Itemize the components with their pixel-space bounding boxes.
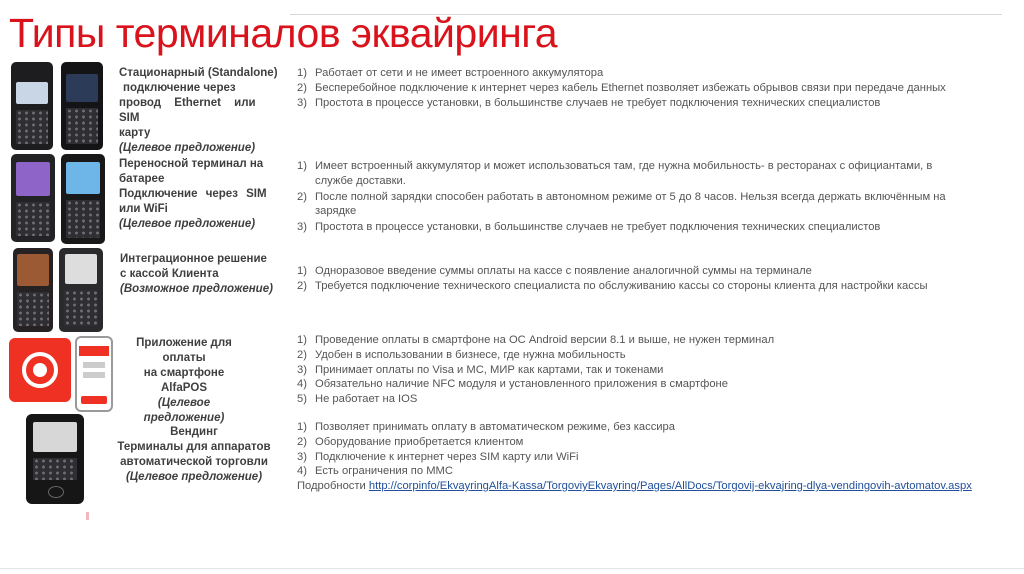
label-line: с кассой Клиента: [120, 268, 219, 280]
smartphone-icon: [75, 336, 113, 412]
label-line: батарее: [119, 173, 165, 185]
offer-note: (Целевое предложение): [143, 397, 225, 424]
label-line: карту: [119, 127, 151, 139]
list-item: 4) Обязательно наличие NFC модуля и установленного приложения в смартфоне: [297, 378, 728, 391]
standalone-label: [119, 66, 283, 156]
list-item: 2) Оборудование приобретается клиентом: [297, 435, 524, 448]
list-item: 4) Есть ограничения по ММС: [297, 465, 453, 478]
details-prefix: Подробности: [297, 480, 366, 492]
vending-points: [297, 420, 997, 479]
list-item: 3) Простота в процессе установки, в большинстве случаев не требует подключения технических специалистов: [297, 221, 881, 234]
list-item: 2) Удобен в использовании в бизнесе, где нужна мобильность: [297, 348, 626, 361]
vending-label: [114, 425, 274, 485]
label-line: автоматической торговли: [120, 456, 268, 468]
list-item: 3) Простота в процессе установки, в большинстве случаев не требует подключения технических специалистов: [297, 96, 881, 109]
integration-points: [297, 264, 997, 294]
offer-note: (Целевое предложение): [125, 471, 263, 483]
label-line: Стационарный (Standalone): [119, 67, 278, 79]
list-item: 1) Работает от сети и не имеет встроенного аккумулятора: [297, 67, 604, 79]
portable-label: [119, 157, 283, 232]
label-line: Переносной терминал на: [119, 158, 264, 170]
integration-label: [120, 252, 284, 297]
list-item: 1) Имеет встроенный аккумулятор и может использоваться там, где нужна мобильность- в ресторанах с официантами, в службе доставки.: [297, 160, 933, 187]
list-item: 1) Позволяет принимать оплату в автоматическом режиме, без кассира: [297, 421, 675, 433]
standalone-points: [297, 66, 997, 110]
vending-terminal-image: [26, 414, 86, 504]
list-item: 1) Одноразовое введение суммы оплаты на кассе с появление аналогичной суммы на терминале: [297, 265, 812, 277]
label-line: или WiFi: [119, 203, 168, 215]
decorative-mark: [86, 512, 89, 520]
alfapos-app-icon: [9, 338, 71, 402]
label-line: на смартфоне: [143, 367, 225, 379]
alfapos-label: [118, 336, 250, 426]
list-item: 3) Принимает оплаты по Visa и МС, МИР как картами, так и токенами: [297, 363, 664, 376]
label-line: Вендинг: [170, 426, 218, 438]
standalone-terminal-image: [11, 62, 107, 150]
alfapos-points: [297, 333, 997, 407]
label-line: подключение через: [123, 82, 236, 94]
offer-note: (Целевое предложение): [119, 142, 256, 154]
page-title: Типы терминалов эквайринга: [9, 10, 558, 56]
label-line: Интеграционное решение: [120, 253, 267, 265]
list-item: 2) Бесперебойное подключение к интернет через кабель Ethernet позволяет избежать обрывов связи при передаче данных: [297, 81, 946, 94]
offer-note: (Возможное предложение): [120, 283, 273, 295]
alfapos-app-image: [9, 336, 119, 414]
list-item: 5) Не работает на IOS: [297, 393, 418, 406]
label-line: Приложение для оплаты: [136, 337, 232, 364]
list-item: 3) Подключение к интернет через SIM карту или WiFi: [297, 450, 579, 463]
list-item: 1) Проведение оплаты в смартфоне на ОС Android версии 8.1 и выше, не нужен терминал: [297, 334, 775, 346]
offer-note: (Целевое предложение): [119, 218, 256, 230]
bottom-divider: [0, 568, 1024, 569]
label-line: AlfaPOS: [160, 382, 207, 394]
label-line: провод Ethernet или SIM: [119, 97, 256, 124]
integration-terminal-image: [13, 248, 109, 332]
label-line: Подключение через SIM: [119, 188, 267, 200]
portable-terminal-image: [11, 154, 107, 244]
details-link[interactable]: http://corpinfo/EkvayringAlfa-Kassa/TorgoviyEkvayring/Pages/AllDocs/Torgovij-ekvajring-dlya-vendingovih-avtomatov.aspx: [368, 480, 972, 492]
details-line: [297, 480, 972, 492]
list-item: 2) Требуется подключение технического специалиста по обслуживанию кассы со стороны клиента для настройки кассы: [297, 279, 928, 292]
list-item: 2) После полной зарядки способен работать в автономном режиме от 5 до 8 часов. Нельзя всегда держать включённым на зарядке: [297, 190, 946, 218]
portable-points: [297, 159, 969, 235]
label-line: Терминалы для аппаратов: [117, 441, 271, 453]
